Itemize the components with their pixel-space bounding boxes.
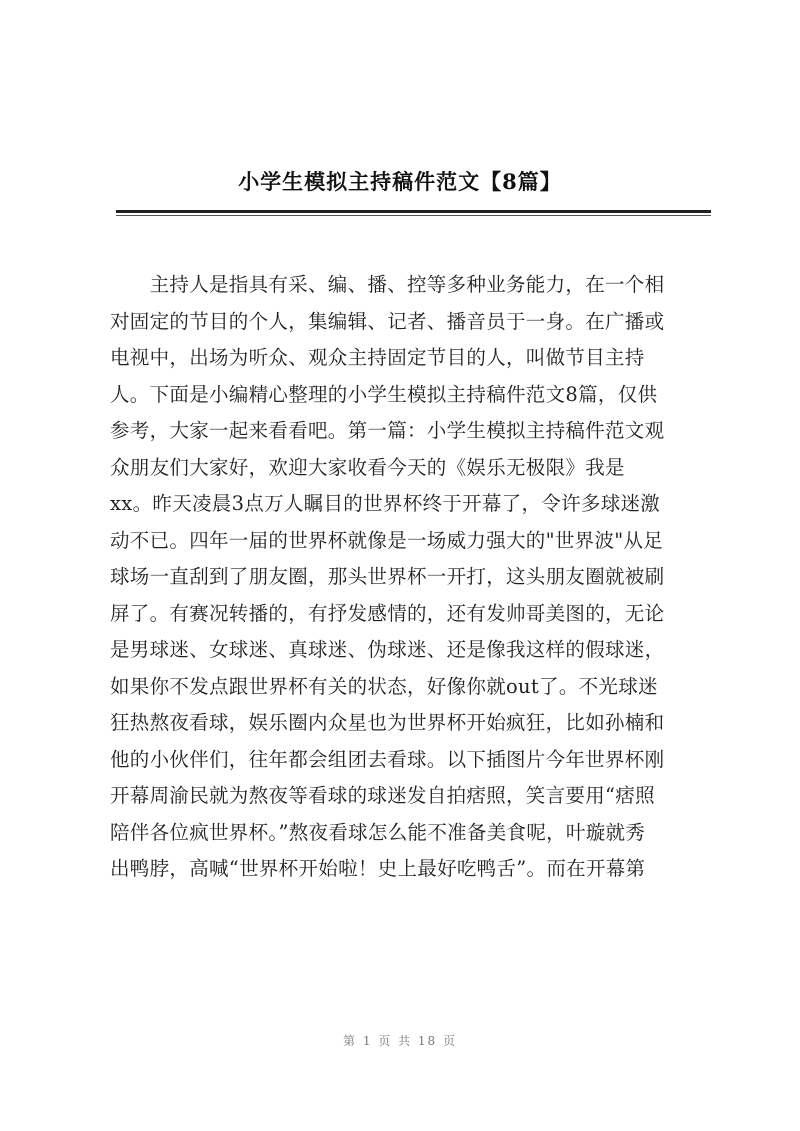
text-line: 众朋友们大家好，欢迎大家收看今天的《娱乐无极限》我是 (110, 455, 625, 479)
page-title: 小学生模拟主持稿件范文【8篇】 (238, 169, 562, 194)
text-line: 电视中，出场为听众、观众主持固定节目的人，叫做节目主持 (110, 346, 645, 369)
text-line: 如果你不发点跟世界杯有关的状态，好像你就out了。不光球迷 (110, 674, 658, 698)
text-line: 开幕周渝民就为熬夜等看球的球迷发自拍痞照，笑言要用“痞照 (110, 784, 655, 807)
body-text (110, 267, 710, 888)
text-line: 陪伴各位疯世界杯。”熬夜看球怎么能不准备美食呢，叶璇就秀 (110, 820, 646, 844)
text-line: 出鸭脖，高喊“世界杯开始啦！史上最好吃鸭舌”。而在开幕第 (110, 857, 646, 880)
title-divider (116, 210, 711, 213)
page-number-footer: 第 1 页 共 18 页 (343, 1034, 457, 1048)
text-line: 对固定的节目的个人，集编辑、记者、播音员于一身。在广播或 (110, 309, 665, 333)
text-line: 参考，大家一起来看看吧。第一篇：小学生模拟主持稿件范文观 (110, 419, 665, 442)
text-line: xx。昨天凌晨3点万人瞩目的世界杯终于开幕了，令许多球迷激 (110, 492, 661, 515)
text-line: 狂热熬夜看球，娱乐圈内众星也为世界杯开始疯狂，比如孙楠和 (110, 711, 665, 734)
text-line: 是男球迷、女球迷、真球迷、伪球迷、还是像我这样的假球迷， (110, 638, 665, 661)
text-line: 球场一直刮到了朋友圈，那头世界杯一开打，这头朋友圈就被刷 (110, 565, 665, 588)
text-line: 人。下面是小编精心整理的小学生模拟主持稿件范文8篇，仅供 (110, 382, 658, 406)
text-line: 屏了。有赛况转播的，有抒发感情的，还有发帅哥美图的，无论 (110, 601, 665, 625)
text-line: 主持人是指具有采、编、播、控等多种业务能力，在一个相 (110, 273, 665, 296)
text-line: 他的小伙伴们，往年都会组团去看球。以下插图片今年世界杯刚 (110, 747, 665, 771)
text-line: 动不已。四年一届的世界杯就像是一场威力强大的"世界波"从足 (110, 528, 664, 552)
title-divider-thin (116, 215, 711, 216)
